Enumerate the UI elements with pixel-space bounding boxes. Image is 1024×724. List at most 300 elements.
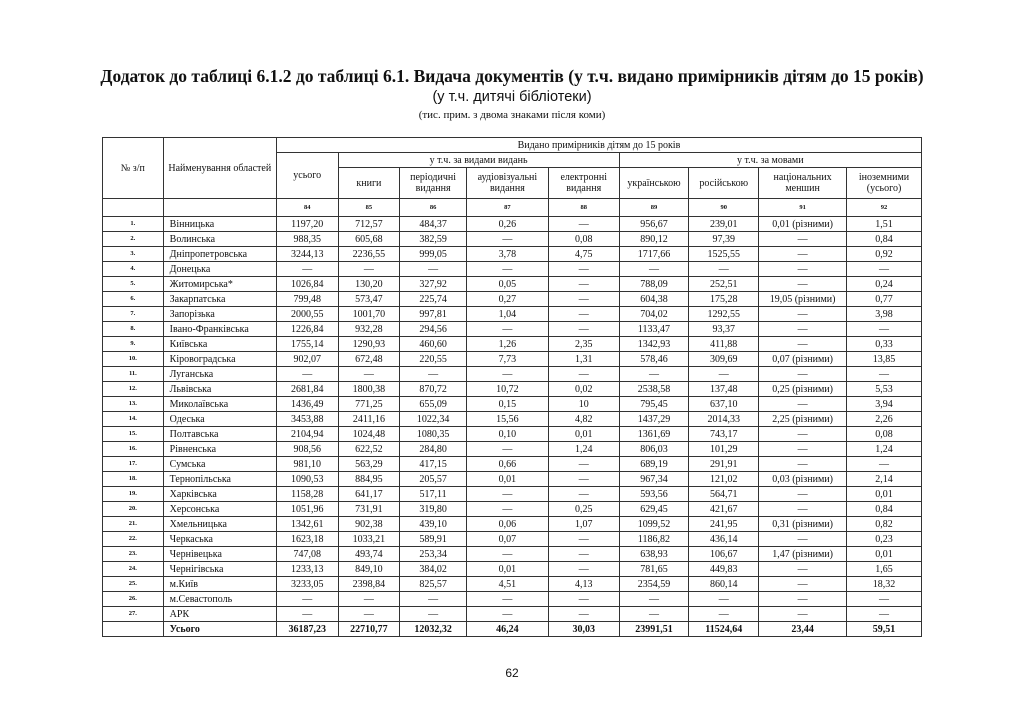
- ukrainian-value: 689,19: [619, 457, 689, 472]
- russian-value: —: [689, 367, 759, 382]
- total-row: [103, 622, 922, 637]
- page-number: 62: [505, 666, 519, 680]
- col-number: 91: [759, 199, 847, 217]
- row-number: 19.: [103, 487, 164, 502]
- col-number: 87: [466, 199, 548, 217]
- col-number: 88: [548, 199, 619, 217]
- periodicals-value: 327,92: [400, 277, 467, 292]
- column-number-row: [103, 199, 922, 217]
- region-name: Одеська: [163, 412, 276, 427]
- total-value: —: [276, 262, 338, 277]
- audiovisual-value: 0,01: [466, 472, 548, 487]
- region-name: м.Севастополь: [163, 592, 276, 607]
- region-name: Харківська: [163, 487, 276, 502]
- russian-value: 564,71: [689, 487, 759, 502]
- foreign-value: 0,84: [847, 232, 922, 247]
- table-row: [103, 487, 922, 502]
- table-row: [103, 382, 922, 397]
- russian-value: 309,69: [689, 352, 759, 367]
- ukrainian-value: 806,03: [619, 442, 689, 457]
- periodicals-value: 225,74: [400, 292, 467, 307]
- minorities-value: —: [759, 592, 847, 607]
- row-number: 7.: [103, 307, 164, 322]
- row-number: 10.: [103, 352, 164, 367]
- table-row: [103, 217, 922, 232]
- periodicals-value: 484,37: [400, 217, 467, 232]
- books-value: 573,47: [338, 292, 400, 307]
- books-value: 563,29: [338, 457, 400, 472]
- audiovisual-value: 7,73: [466, 352, 548, 367]
- electronic-value: —: [548, 217, 619, 232]
- minorities-value: 19,05 (різними): [759, 292, 847, 307]
- table-body: [103, 217, 922, 637]
- region-name: Київська: [163, 337, 276, 352]
- table-row: [103, 577, 922, 592]
- row-number: 22.: [103, 532, 164, 547]
- table-row: [103, 562, 922, 577]
- books-value: 1290,93: [338, 337, 400, 352]
- russian-value: 1525,55: [689, 247, 759, 262]
- books-value: 884,95: [338, 472, 400, 487]
- audiovisual-value: 0,66: [466, 457, 548, 472]
- ukrainian-value: 1437,29: [619, 412, 689, 427]
- total-value: 1197,20: [276, 217, 338, 232]
- periodicals-value: 284,80: [400, 442, 467, 457]
- periodicals-value: 417,15: [400, 457, 467, 472]
- books-value: 902,38: [338, 517, 400, 532]
- russian-value: 449,83: [689, 562, 759, 577]
- region-name: Кіровоградська: [163, 352, 276, 367]
- total-value: 1090,53: [276, 472, 338, 487]
- row-number: 2.: [103, 232, 164, 247]
- col-header-russian: російською: [689, 168, 759, 199]
- foreign-value: 0,24: [847, 277, 922, 292]
- region-name: Закарпатська: [163, 292, 276, 307]
- books-value: 2411,16: [338, 412, 400, 427]
- foreign-value: 0,08: [847, 427, 922, 442]
- periodicals-value: 589,91: [400, 532, 467, 547]
- region-name: Львівська: [163, 382, 276, 397]
- table-row: [103, 322, 922, 337]
- periodicals-value: 870,72: [400, 382, 467, 397]
- table-row: [103, 607, 922, 622]
- row-number: 8.: [103, 322, 164, 337]
- region-name: Волинська: [163, 232, 276, 247]
- russian-value: 11524,64: [689, 622, 759, 637]
- electronic-value: —: [548, 292, 619, 307]
- electronic-value: —: [548, 562, 619, 577]
- minorities-value: —: [759, 607, 847, 622]
- audiovisual-value: 46,24: [466, 622, 548, 637]
- table-row: [103, 547, 922, 562]
- total-value: 1623,18: [276, 532, 338, 547]
- electronic-value: —: [548, 592, 619, 607]
- region-name: Рівненська: [163, 442, 276, 457]
- audiovisual-value: 4,51: [466, 577, 548, 592]
- table-row: [103, 442, 922, 457]
- audiovisual-value: 1,26: [466, 337, 548, 352]
- books-value: 2236,55: [338, 247, 400, 262]
- books-value: 1024,48: [338, 427, 400, 442]
- table-row: [103, 262, 922, 277]
- electronic-value: 1,31: [548, 352, 619, 367]
- russian-value: 436,14: [689, 532, 759, 547]
- minorities-value: —: [759, 457, 847, 472]
- foreign-value: —: [847, 262, 922, 277]
- periodicals-value: 825,57: [400, 577, 467, 592]
- col-header-minorities: національних меншин: [759, 168, 847, 199]
- russian-value: 121,02: [689, 472, 759, 487]
- russian-value: —: [689, 262, 759, 277]
- table-row: [103, 367, 922, 382]
- foreign-value: 5,53: [847, 382, 922, 397]
- table-row: [103, 517, 922, 532]
- russian-value: 743,17: [689, 427, 759, 442]
- periodicals-value: —: [400, 367, 467, 382]
- books-value: 622,52: [338, 442, 400, 457]
- total-value: 981,10: [276, 457, 338, 472]
- table-row: [103, 412, 922, 427]
- region-name: Чернівецька: [163, 547, 276, 562]
- row-number: 16.: [103, 442, 164, 457]
- col-header-books: книги: [338, 168, 400, 199]
- ukrainian-value: 604,38: [619, 292, 689, 307]
- table-row: [103, 337, 922, 352]
- periodicals-value: 384,02: [400, 562, 467, 577]
- books-value: 605,68: [338, 232, 400, 247]
- col-header-by-type: у т.ч. за видами видань: [338, 153, 619, 168]
- audiovisual-value: 0,06: [466, 517, 548, 532]
- col-header-region: Найменування областей: [163, 138, 276, 199]
- total-value: 2681,84: [276, 382, 338, 397]
- row-number: 6.: [103, 292, 164, 307]
- books-value: 641,17: [338, 487, 400, 502]
- region-name: Хмельницька: [163, 517, 276, 532]
- table-row: [103, 427, 922, 442]
- periodicals-value: 382,59: [400, 232, 467, 247]
- total-value: 1233,13: [276, 562, 338, 577]
- region-name: Сумська: [163, 457, 276, 472]
- minorities-value: —: [759, 367, 847, 382]
- table-row: [103, 352, 922, 367]
- ukrainian-value: —: [619, 607, 689, 622]
- region-name: Івано-Франківська: [163, 322, 276, 337]
- russian-value: 97,39: [689, 232, 759, 247]
- electronic-value: —: [548, 307, 619, 322]
- units-note: (тис. прим. з двома знаками після коми): [418, 109, 606, 121]
- electronic-value: 4,82: [548, 412, 619, 427]
- audiovisual-value: 0,26: [466, 217, 548, 232]
- region-name: Запорізька: [163, 307, 276, 322]
- electronic-value: —: [548, 607, 619, 622]
- total-value: 2104,94: [276, 427, 338, 442]
- periodicals-value: 12032,32: [400, 622, 467, 637]
- minorities-value: 2,25 (різними): [759, 412, 847, 427]
- foreign-value: —: [847, 322, 922, 337]
- foreign-value: 0,01: [847, 487, 922, 502]
- audiovisual-value: —: [466, 322, 548, 337]
- total-value: 1158,28: [276, 487, 338, 502]
- total-value: —: [276, 592, 338, 607]
- foreign-value: —: [847, 607, 922, 622]
- row-number: 20.: [103, 502, 164, 517]
- periodicals-value: 205,57: [400, 472, 467, 487]
- audiovisual-value: —: [466, 592, 548, 607]
- region-name: Тернопільська: [163, 472, 276, 487]
- minorities-value: —: [759, 307, 847, 322]
- books-value: 672,48: [338, 352, 400, 367]
- ukrainian-value: 795,45: [619, 397, 689, 412]
- audiovisual-value: 15,56: [466, 412, 548, 427]
- periodicals-value: 999,05: [400, 247, 467, 262]
- electronic-value: 0,08: [548, 232, 619, 247]
- books-value: 712,57: [338, 217, 400, 232]
- total-value: 2000,55: [276, 307, 338, 322]
- region-name: Донецька: [163, 262, 276, 277]
- minorities-value: 1,47 (різними): [759, 547, 847, 562]
- foreign-value: —: [847, 592, 922, 607]
- col-header-ukrainian: українською: [619, 168, 689, 199]
- col-number: 86: [400, 199, 467, 217]
- ukrainian-value: 593,56: [619, 487, 689, 502]
- region-name: Житомирська*: [163, 277, 276, 292]
- russian-value: 252,51: [689, 277, 759, 292]
- minorities-value: —: [759, 577, 847, 592]
- books-value: 849,10: [338, 562, 400, 577]
- audiovisual-value: 10,72: [466, 382, 548, 397]
- periodicals-value: 460,60: [400, 337, 467, 352]
- minorities-value: —: [759, 277, 847, 292]
- periodicals-value: 1080,35: [400, 427, 467, 442]
- electronic-value: 1,07: [548, 517, 619, 532]
- minorities-value: 0,25 (різними): [759, 382, 847, 397]
- russian-value: 137,48: [689, 382, 759, 397]
- foreign-value: 2,14: [847, 472, 922, 487]
- foreign-value: 1,51: [847, 217, 922, 232]
- total-value: 1755,14: [276, 337, 338, 352]
- electronic-value: 1,24: [548, 442, 619, 457]
- minorities-value: 0,31 (різними): [759, 517, 847, 532]
- foreign-value: 0,92: [847, 247, 922, 262]
- row-number: 13.: [103, 397, 164, 412]
- foreign-value: 0,33: [847, 337, 922, 352]
- total-value: 1226,84: [276, 322, 338, 337]
- col-header-audiovisual: аудіовізуальні видання: [466, 168, 548, 199]
- row-number: 11.: [103, 367, 164, 382]
- row-number: 5.: [103, 277, 164, 292]
- col-number: 84: [276, 199, 338, 217]
- electronic-value: 30,03: [548, 622, 619, 637]
- ukrainian-value: 1361,69: [619, 427, 689, 442]
- audiovisual-value: 0,05: [466, 277, 548, 292]
- periodicals-value: 1022,34: [400, 412, 467, 427]
- ukrainian-value: —: [619, 262, 689, 277]
- electronic-value: 0,01: [548, 427, 619, 442]
- audiovisual-value: 3,78: [466, 247, 548, 262]
- row-number: 26.: [103, 592, 164, 607]
- table-row: [103, 502, 922, 517]
- total-value: 799,48: [276, 292, 338, 307]
- row-number: 3.: [103, 247, 164, 262]
- ukrainian-value: 890,12: [619, 232, 689, 247]
- table-row: [103, 277, 922, 292]
- periodicals-value: 253,34: [400, 547, 467, 562]
- ukrainian-value: 1186,82: [619, 532, 689, 547]
- russian-value: 239,01: [689, 217, 759, 232]
- total-value: 1436,49: [276, 397, 338, 412]
- audiovisual-value: 0,10: [466, 427, 548, 442]
- minorities-value: —: [759, 427, 847, 442]
- minorities-value: —: [759, 262, 847, 277]
- col-header-by-language: у т.ч. за мовами: [619, 153, 921, 168]
- books-value: 1001,70: [338, 307, 400, 322]
- row-number: 24.: [103, 562, 164, 577]
- minorities-value: —: [759, 562, 847, 577]
- col-header-issued-children: Видано примірників дітям до 15 років: [276, 138, 921, 153]
- foreign-value: 0,01: [847, 547, 922, 562]
- periodicals-value: 220,55: [400, 352, 467, 367]
- russian-value: —: [689, 607, 759, 622]
- foreign-value: 0,82: [847, 517, 922, 532]
- minorities-value: —: [759, 232, 847, 247]
- row-number: [103, 622, 164, 637]
- table-row: [103, 457, 922, 472]
- region-name: Дніпропетровська: [163, 247, 276, 262]
- electronic-value: —: [548, 457, 619, 472]
- audiovisual-value: 0,01: [466, 562, 548, 577]
- col-header-total: усього: [276, 153, 338, 199]
- electronic-value: —: [548, 532, 619, 547]
- col-header-foreign: іноземними (усього): [847, 168, 922, 199]
- region-name: Черкаська: [163, 532, 276, 547]
- audiovisual-value: —: [466, 232, 548, 247]
- region-name: Херсонська: [163, 502, 276, 517]
- row-number: 21.: [103, 517, 164, 532]
- ukrainian-value: 704,02: [619, 307, 689, 322]
- row-number: 18.: [103, 472, 164, 487]
- russian-value: 421,67: [689, 502, 759, 517]
- total-value: 902,07: [276, 352, 338, 367]
- total-value: 3233,05: [276, 577, 338, 592]
- ukrainian-value: 1717,66: [619, 247, 689, 262]
- row-number: 9.: [103, 337, 164, 352]
- foreign-value: 0,84: [847, 502, 922, 517]
- ukrainian-value: 788,09: [619, 277, 689, 292]
- electronic-value: 4,75: [548, 247, 619, 262]
- minorities-value: —: [759, 337, 847, 352]
- books-value: 493,74: [338, 547, 400, 562]
- electronic-value: 4,13: [548, 577, 619, 592]
- minorities-value: 0,01 (різними): [759, 217, 847, 232]
- russian-value: 175,28: [689, 292, 759, 307]
- books-value: 22710,77: [338, 622, 400, 637]
- col-number: 89: [619, 199, 689, 217]
- electronic-value: 2,35: [548, 337, 619, 352]
- periodicals-value: 439,10: [400, 517, 467, 532]
- russian-value: 93,37: [689, 322, 759, 337]
- minorities-value: —: [759, 322, 847, 337]
- document-title: Додаток до таблиці 6.1.2 до таблиці 6.1. Видача документів (у т.ч. видано примірників дітям до 15 років): [100, 66, 924, 86]
- audiovisual-value: —: [466, 607, 548, 622]
- russian-value: 106,67: [689, 547, 759, 562]
- russian-value: 637,10: [689, 397, 759, 412]
- audiovisual-value: —: [466, 502, 548, 517]
- electronic-value: —: [548, 262, 619, 277]
- total-value: 1026,84: [276, 277, 338, 292]
- minorities-value: —: [759, 442, 847, 457]
- ukrainian-value: 967,34: [619, 472, 689, 487]
- region-name: Усього: [163, 622, 276, 637]
- russian-value: 101,29: [689, 442, 759, 457]
- col-number: 92: [847, 199, 922, 217]
- foreign-value: 13,85: [847, 352, 922, 367]
- total-value: 3244,13: [276, 247, 338, 262]
- row-number: 12.: [103, 382, 164, 397]
- total-value: 36187,23: [276, 622, 338, 637]
- electronic-value: —: [548, 487, 619, 502]
- periodicals-value: 319,80: [400, 502, 467, 517]
- table-row: [103, 292, 922, 307]
- foreign-value: —: [847, 367, 922, 382]
- region-name: Полтавська: [163, 427, 276, 442]
- col-header-num: № з/п: [103, 138, 164, 199]
- russian-value: 241,95: [689, 517, 759, 532]
- periodicals-value: —: [400, 262, 467, 277]
- ukrainian-value: 23991,51: [619, 622, 689, 637]
- minorities-value: 0,03 (різними): [759, 472, 847, 487]
- books-value: —: [338, 592, 400, 607]
- ukrainian-value: 2354,59: [619, 577, 689, 592]
- col-number: 90: [689, 199, 759, 217]
- row-number: 17.: [103, 457, 164, 472]
- electronic-value: 0,02: [548, 382, 619, 397]
- table-row: [103, 247, 922, 262]
- foreign-value: 3,94: [847, 397, 922, 412]
- books-value: —: [338, 367, 400, 382]
- document-subtitle: (у т.ч. дитячі бібліотеки): [432, 89, 592, 105]
- periodicals-value: 294,56: [400, 322, 467, 337]
- foreign-value: —: [847, 457, 922, 472]
- audiovisual-value: —: [466, 487, 548, 502]
- foreign-value: 0,77: [847, 292, 922, 307]
- electronic-value: —: [548, 322, 619, 337]
- table-row: [103, 592, 922, 607]
- total-value: 908,56: [276, 442, 338, 457]
- foreign-value: 3,98: [847, 307, 922, 322]
- russian-value: 860,14: [689, 577, 759, 592]
- foreign-value: 0,23: [847, 532, 922, 547]
- ukrainian-value: —: [619, 367, 689, 382]
- ukrainian-value: 781,65: [619, 562, 689, 577]
- table-row: [103, 307, 922, 322]
- table-row: [103, 532, 922, 547]
- ukrainian-value: 956,67: [619, 217, 689, 232]
- electronic-value: —: [548, 472, 619, 487]
- total-value: 747,08: [276, 547, 338, 562]
- audiovisual-value: 1,04: [466, 307, 548, 322]
- audiovisual-value: —: [466, 442, 548, 457]
- audiovisual-value: 0,07: [466, 532, 548, 547]
- periodicals-value: 997,81: [400, 307, 467, 322]
- row-number: 1.: [103, 217, 164, 232]
- minorities-value: —: [759, 247, 847, 262]
- ukrainian-value: 629,45: [619, 502, 689, 517]
- books-value: 731,91: [338, 502, 400, 517]
- minorities-value: —: [759, 502, 847, 517]
- electronic-value: 10: [548, 397, 619, 412]
- foreign-value: 2,26: [847, 412, 922, 427]
- foreign-value: 1,65: [847, 562, 922, 577]
